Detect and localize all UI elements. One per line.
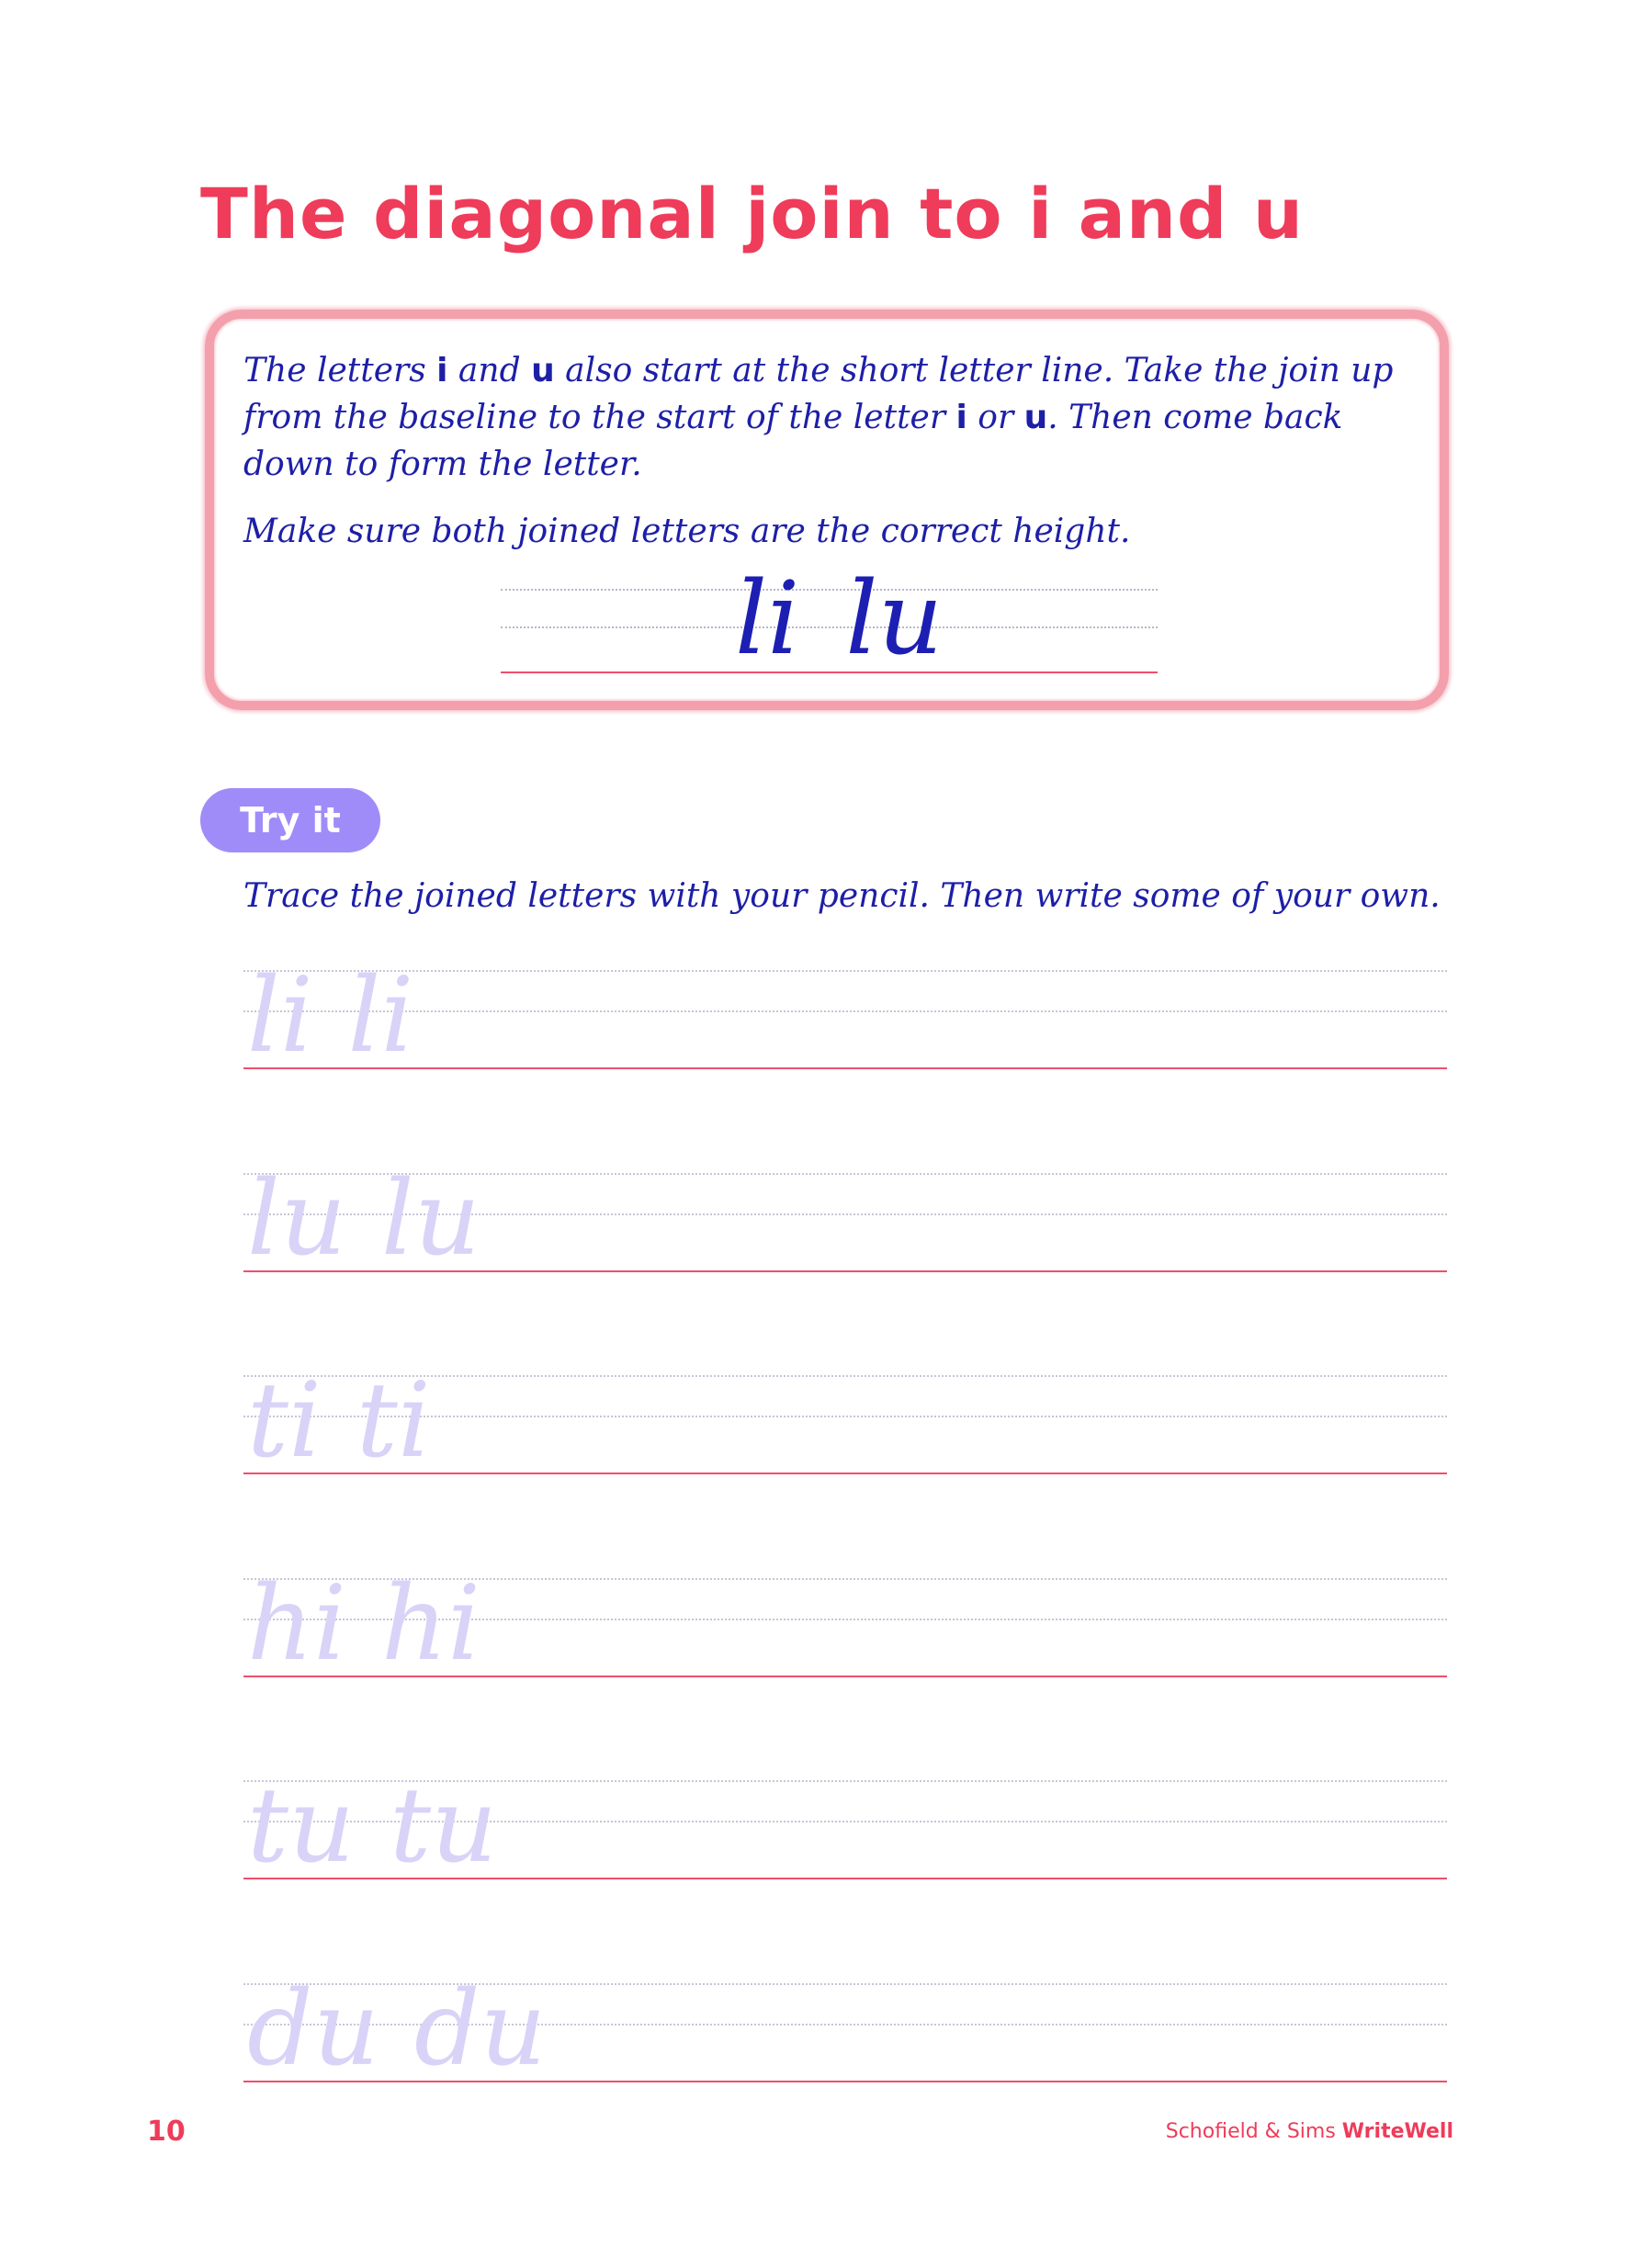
trace-word: du	[413, 1969, 547, 2089]
info-paragraph-1	[243, 347, 1438, 488]
page-title: The diagonal join to i and u	[200, 173, 1304, 254]
info-p1-seg: or	[966, 399, 1024, 436]
baseline	[243, 1067, 1447, 1069]
trace-word: tu	[247, 1766, 356, 1886]
footer-series: WriteWell	[1341, 2120, 1453, 2143]
trace-word: li	[247, 956, 313, 1076]
example-lu: lu	[845, 559, 944, 677]
info-p1-seg: also start at the short letter line. Take the join up from the baseline to the start of the letter	[243, 352, 1394, 436]
example-li: li	[735, 559, 800, 677]
practice-row[interactable]	[243, 1361, 1447, 1485]
practice-row[interactable]	[243, 1159, 1447, 1283]
footer-publisher: Schofield & Sims	[1165, 2120, 1336, 2143]
trace-word: lu	[247, 1159, 346, 1279]
info-p1-seg: u	[1023, 399, 1048, 436]
page-number: 10	[147, 2116, 186, 2148]
practice-row[interactable]	[243, 956, 1447, 1080]
info-p1-seg: . Then come back down to form the letter.	[243, 399, 1343, 483]
example-baseline	[501, 671, 1158, 673]
trace-word: lu	[380, 1159, 480, 1279]
footer-branding	[1166, 2120, 1453, 2143]
trace-letters	[247, 1969, 582, 2089]
trace-word: li	[347, 956, 414, 1076]
info-p1-seg: and	[447, 352, 532, 389]
trace-letters	[247, 1361, 466, 1481]
trace-letters	[247, 1159, 515, 1279]
trace-word: hi	[247, 1564, 346, 1684]
info-p1-seg: The letters	[243, 352, 437, 389]
try-it-instruction: Trace the joined letters with your pencil. Then write some of your own.	[243, 877, 1441, 915]
practice-row[interactable]	[243, 1969, 1447, 2093]
trace-word: hi	[380, 1564, 480, 1684]
try-it-badge: Try it	[200, 788, 380, 852]
practice-row[interactable]	[243, 1564, 1447, 1688]
trace-letters	[247, 1766, 532, 1886]
info-p1-seg: i	[955, 399, 967, 436]
trace-word: tu	[390, 1766, 498, 1886]
info-paragraph-2: Make sure both joined letters are the correct height.	[243, 513, 1131, 550]
trace-letters	[247, 956, 448, 1076]
trace-word: ti	[356, 1361, 431, 1481]
info-p1-seg: u	[531, 352, 555, 389]
info-p1-seg: i	[436, 352, 448, 389]
practice-row[interactable]	[243, 1766, 1447, 1890]
trace-word: ti	[247, 1361, 322, 1481]
trace-word: du	[247, 1969, 379, 2089]
example-joined-letters	[735, 559, 989, 677]
trace-letters	[247, 1564, 515, 1684]
